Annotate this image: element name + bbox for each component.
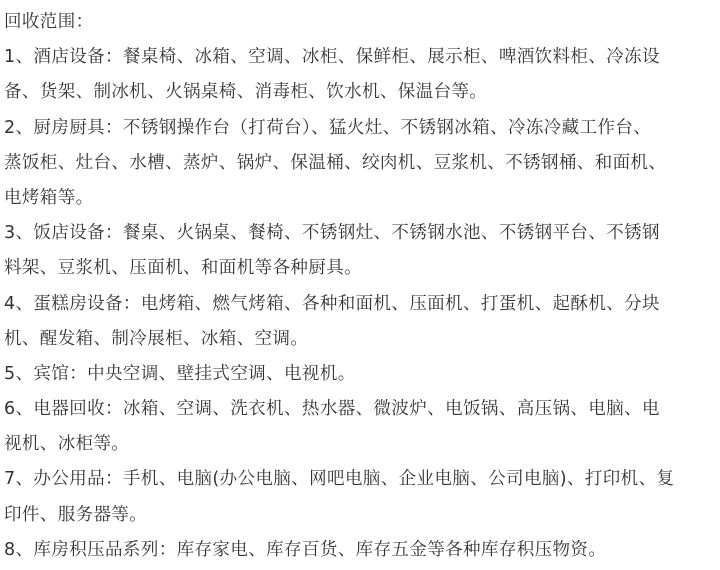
text-line: 机、醒发箱、制冷展柜、冰箱、空调。 (4, 328, 309, 349)
text-line: 7、办公用品：手机、电脑(办公电脑、网吧电脑、企业电脑、公司电脑)、打印机、复 (4, 469, 675, 490)
text-line: 8、库房积压品系列：库存家电、库存百货、库存五金等各种库存积压物资。 (4, 539, 607, 560)
text-line: 蒸饭柜、灶台、水槽、蒸炉、锅炉、保温桶、绞肉机、豆浆机、不锈钢桶、和面机、 (4, 152, 667, 173)
text-line: 2、厨房厨具：不锈钢操作台（打荷台）、猛火灶、不锈钢冰箱、冷冻冷藏工作台、 (4, 117, 652, 138)
text-line: 3、饭店设备：餐桌、火锅桌、餐椅、不锈钢灶、不锈钢水池、不锈钢平台、不锈钢 (4, 223, 660, 244)
text-line: 料架、豆浆机、压面机、和面机等各种厨具。 (4, 258, 362, 279)
text-line: 印件、服务器等。 (4, 504, 148, 525)
text-line: 电烤箱等。 (4, 187, 94, 208)
text-line: 4、蛋糕房设备：电烤箱、燃气烤箱、各种和面机、压面机、打蛋机、起酥机、分块 (4, 293, 660, 314)
text-line: 5、宾馆：中央空调、壁挂式空调、电视机。 (4, 363, 356, 384)
text-line: 视机、冰柜等。 (4, 434, 130, 455)
text-line: 1、酒店设备：餐桌椅、冰箱、空调、冰柜、保鲜柜、展示柜、啤酒饮料柜、冷冻设 (4, 47, 660, 68)
heading: 回收范围： (4, 12, 94, 32)
text-line: 备、货架、制冰机、火锅桌椅、消毒柜、饮水机、保温台等。 (4, 82, 488, 103)
text-line: 6、电器回收：冰箱、空调、洗衣机、热水器、微波炉、电饭锅、高压锅、电脑、电 (4, 399, 660, 420)
